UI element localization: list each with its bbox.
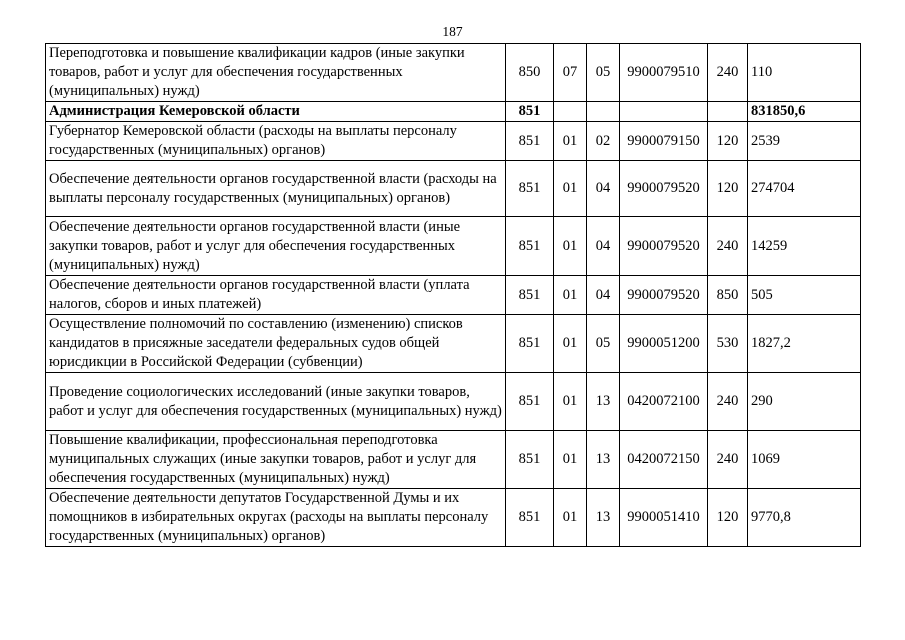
amount: 1827,2 <box>748 315 861 373</box>
target-article-code: 9900079150 <box>620 122 708 161</box>
department-code: 851 <box>506 431 554 489</box>
target-article-code: 9900079510 <box>620 44 708 102</box>
section-code: 01 <box>554 161 587 217</box>
row-description: Обеспечение деятельности депутатов Государственной Думы и их помощников в избирательных округах (расходы на выплаты персоналу государственных (муниципальных) органов) <box>46 489 506 547</box>
department-code: 850 <box>506 44 554 102</box>
expense-type-code <box>708 102 748 122</box>
department-code: 851 <box>506 161 554 217</box>
amount: 9770,8 <box>748 489 861 547</box>
section-code: 01 <box>554 122 587 161</box>
department-code: 851 <box>506 489 554 547</box>
amount: 14259 <box>748 217 861 276</box>
row-description: Губернатор Кемеровской области (расходы на выплаты персоналу государственных (муниципальных) органов) <box>46 122 506 161</box>
table-row <box>46 122 861 161</box>
table-row <box>46 161 861 217</box>
table-row <box>46 44 861 102</box>
expense-type-code: 240 <box>708 431 748 489</box>
subsection-code: 13 <box>587 489 620 547</box>
department-code: 851 <box>506 122 554 161</box>
row-description: Переподготовка и повышение квалификации кадров (иные закупки товаров, работ и услуг для обеспечения государственных (муниципальных) нужд) <box>46 44 506 102</box>
budget-table <box>45 43 861 547</box>
subsection-code: 05 <box>587 44 620 102</box>
table-row <box>46 315 861 373</box>
target-article-code: 9900051410 <box>620 489 708 547</box>
table-row <box>46 489 861 547</box>
amount: 1069 <box>748 431 861 489</box>
target-article-code: 9900079520 <box>620 161 708 217</box>
subsection-code: 04 <box>587 217 620 276</box>
row-description: Администрация Кемеровской области <box>46 102 506 122</box>
expense-type-code: 120 <box>708 161 748 217</box>
section-code <box>554 102 587 122</box>
row-description: Обеспечение деятельности органов государственной власти (иные закупки товаров, работ и услуг для обеспечения государственных (муниципальных) нужд) <box>46 217 506 276</box>
table-row <box>46 102 861 122</box>
target-article-code: 9900079520 <box>620 217 708 276</box>
table-row <box>46 217 861 276</box>
section-code: 07 <box>554 44 587 102</box>
subsection-code: 04 <box>587 276 620 315</box>
section-code: 01 <box>554 217 587 276</box>
subsection-code: 05 <box>587 315 620 373</box>
expense-type-code: 240 <box>708 373 748 431</box>
amount: 110 <box>748 44 861 102</box>
table-row <box>46 276 861 315</box>
target-article-code <box>620 102 708 122</box>
expense-type-code: 240 <box>708 217 748 276</box>
department-code: 851 <box>506 276 554 315</box>
table-row <box>46 373 861 431</box>
subsection-code: 13 <box>587 431 620 489</box>
target-article-code: 0420072100 <box>620 373 708 431</box>
section-code: 01 <box>554 315 587 373</box>
expense-type-code: 120 <box>708 122 748 161</box>
section-code: 01 <box>554 431 587 489</box>
department-code: 851 <box>506 373 554 431</box>
amount: 2539 <box>748 122 861 161</box>
row-description: Обеспечение деятельности органов государственной власти (уплата налогов, сборов и иных платежей) <box>46 276 506 315</box>
subsection-code <box>587 102 620 122</box>
expense-type-code: 120 <box>708 489 748 547</box>
amount: 290 <box>748 373 861 431</box>
department-code: 851 <box>506 102 554 122</box>
expense-type-code: 240 <box>708 44 748 102</box>
section-code: 01 <box>554 373 587 431</box>
target-article-code: 0420072150 <box>620 431 708 489</box>
amount: 274704 <box>748 161 861 217</box>
target-article-code: 9900051200 <box>620 315 708 373</box>
target-article-code: 9900079520 <box>620 276 708 315</box>
subsection-code: 13 <box>587 373 620 431</box>
department-code: 851 <box>506 315 554 373</box>
table-row <box>46 431 861 489</box>
expense-type-code: 530 <box>708 315 748 373</box>
section-code: 01 <box>554 489 587 547</box>
row-description: Осуществление полномочий по составлению (изменению) списков кандидатов в присяжные заседатели федеральных судов общей юрисдикции в Российской Федерации (субвенции) <box>46 315 506 373</box>
amount: 831850,6 <box>748 102 861 122</box>
subsection-code: 04 <box>587 161 620 217</box>
subsection-code: 02 <box>587 122 620 161</box>
section-code: 01 <box>554 276 587 315</box>
row-description: Повышение квалификации, профессиональная переподготовка муниципальных служащих (иные закупки товаров, работ и услуг для обеспечения государственных (муниципальных) нужд) <box>46 431 506 489</box>
expense-type-code: 850 <box>708 276 748 315</box>
row-description: Проведение социологических исследований (иные закупки товаров, работ и услуг для обеспечения государственных (муниципальных) нужд) <box>46 373 506 431</box>
amount: 505 <box>748 276 861 315</box>
department-code: 851 <box>506 217 554 276</box>
row-description: Обеспечение деятельности органов государственной власти (расходы на выплаты персоналу государственных (муниципальных) органов) <box>46 161 506 217</box>
page-number: 187 <box>442 24 463 39</box>
